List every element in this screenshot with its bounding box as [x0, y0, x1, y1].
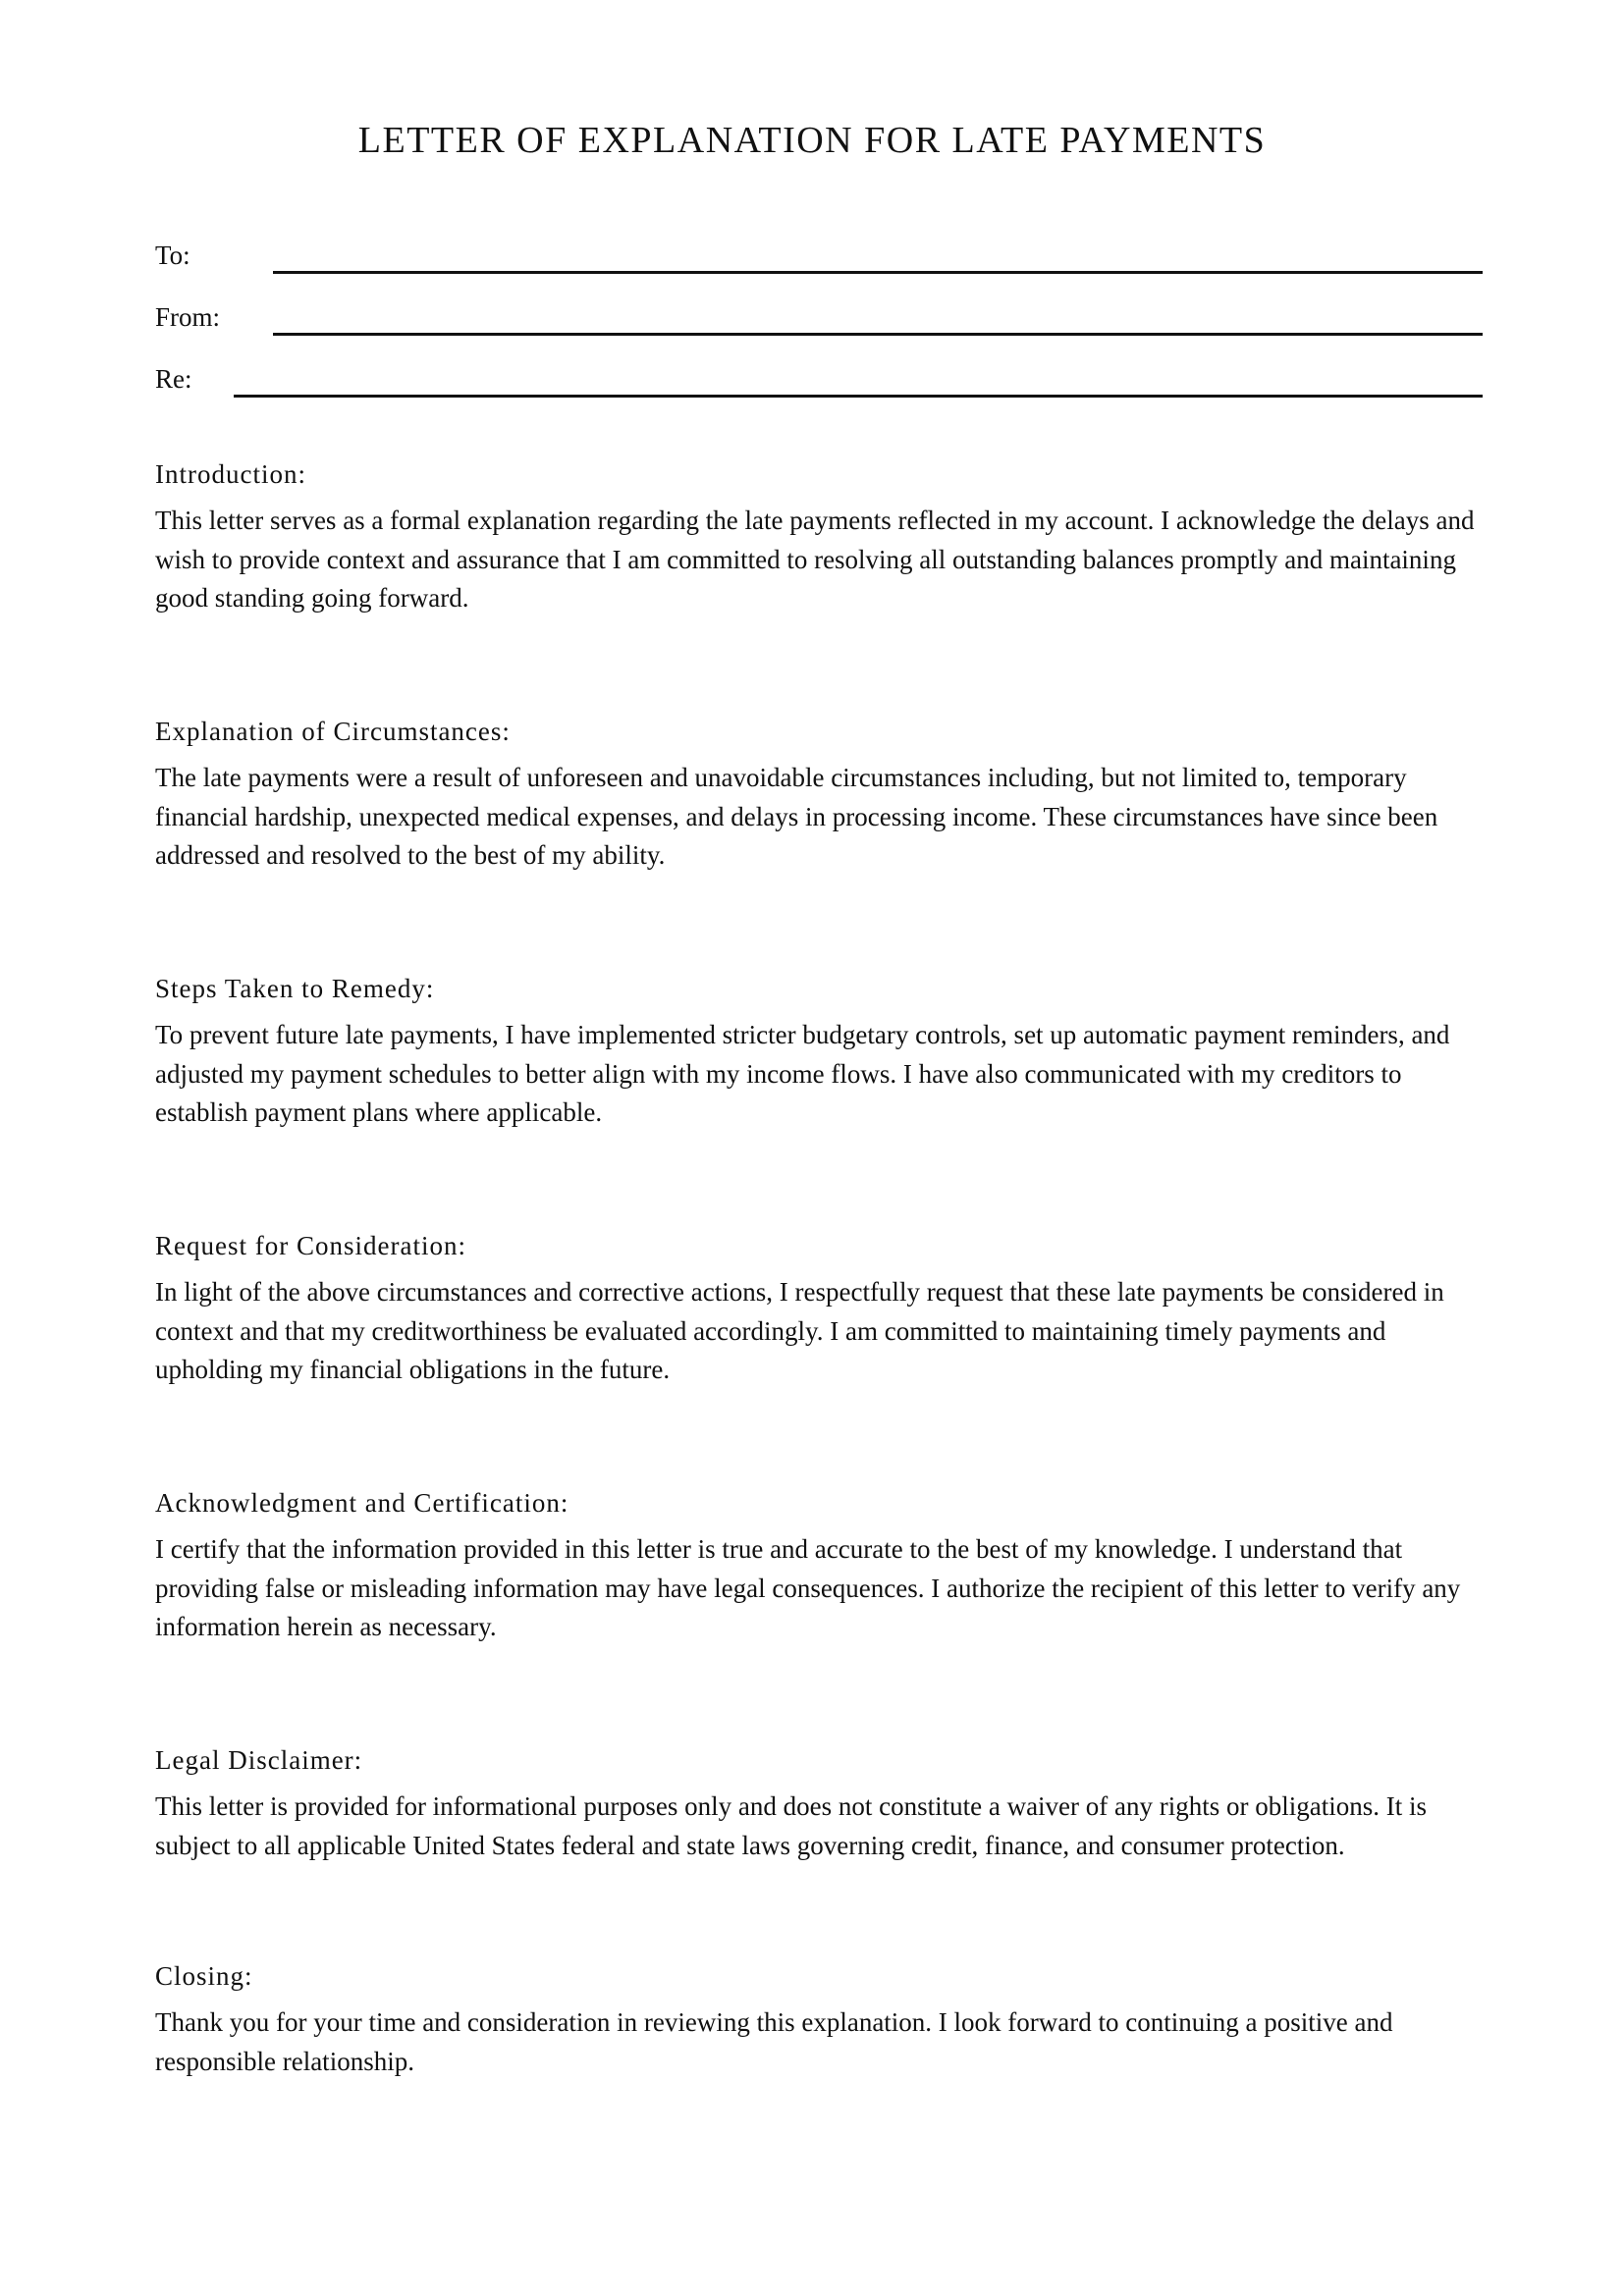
section-heading: Request for Consideration: [155, 1231, 466, 1260]
section-heading: Explanation of Circumstances: [155, 717, 511, 746]
section-body: This letter serves as a formal explanation regarding the late payments reflected in my account. I acknowledge the delays and wish to provide context and assurance that I am committed to resolving all outstanding balances promptly and maintaining good standing going forward. [155, 506, 1475, 613]
section-explanation-of-circumstances [155, 712, 1483, 876]
re-label: Re: [155, 364, 192, 394]
section-heading: Introduction: [155, 459, 306, 489]
section-acknowledgment-and-certification [155, 1483, 1483, 1647]
section-body: Thank you for your time and consideration in reviewing this explanation. I look forward to continuing a positive and responsible relationship. [155, 2007, 1393, 2076]
to-label: To: [155, 240, 190, 270]
section-request-for-consideration [155, 1226, 1483, 1390]
section-introduction [155, 454, 1483, 618]
section-legal-disclaimer [155, 1740, 1483, 1865]
section-body: The late payments were a result of unforeseen and unavoidable circumstances including, but not limited to, temporary financial hardship, unexpected medical expenses, and delays in processing income. These circumstances have since been addressed and resolved to the best of my ability. [155, 763, 1438, 870]
section-body: In light of the above circumstances and corrective actions, I respectfully request that these late payments be considered in context and that my creditworthiness be evaluated accordingly. I am committed to maintaining timely payments and upholding my financial obligations in the future. [155, 1277, 1444, 1384]
document-title: LETTER OF EXPLANATION FOR LATE PAYMENTS [357, 120, 1267, 161]
from-field [155, 297, 1483, 337]
to-field [155, 236, 1483, 275]
to-line[interactable] [273, 271, 1483, 274]
section-heading: Closing: [155, 1961, 253, 1991]
section-body: To prevent future late payments, I have implemented stricter budgetary controls, set up automatic payment reminders, and adjusted my payment schedules to better align with my income flows. I have also communicated with my creditors to establish payment plans where applicable. [155, 1020, 1450, 1127]
from-line[interactable] [273, 333, 1483, 336]
section-closing [155, 1956, 1483, 2081]
section-heading: Legal Disclaimer: [155, 1745, 363, 1775]
section-body: This letter is provided for informational purposes only and does not constitute a waiver of any rights or obligations. It is subject to all applicable United States federal and state laws governing credit, finance, and consumer protection. [155, 1791, 1427, 1860]
section-body: I certify that the information provided in this letter is true and accurate to the best of my knowledge. I understand that providing false or misleading information may have legal consequences. I authorize the recipient of this letter to verify any information herein as necessary. [155, 1534, 1461, 1641]
from-label: From: [155, 302, 221, 332]
section-steps-taken-to-remedy [155, 969, 1483, 1133]
section-heading: Steps Taken to Remedy: [155, 974, 435, 1003]
re-field [155, 359, 1483, 399]
section-heading: Acknowledgment and Certification: [155, 1488, 569, 1518]
re-line[interactable] [234, 395, 1483, 398]
